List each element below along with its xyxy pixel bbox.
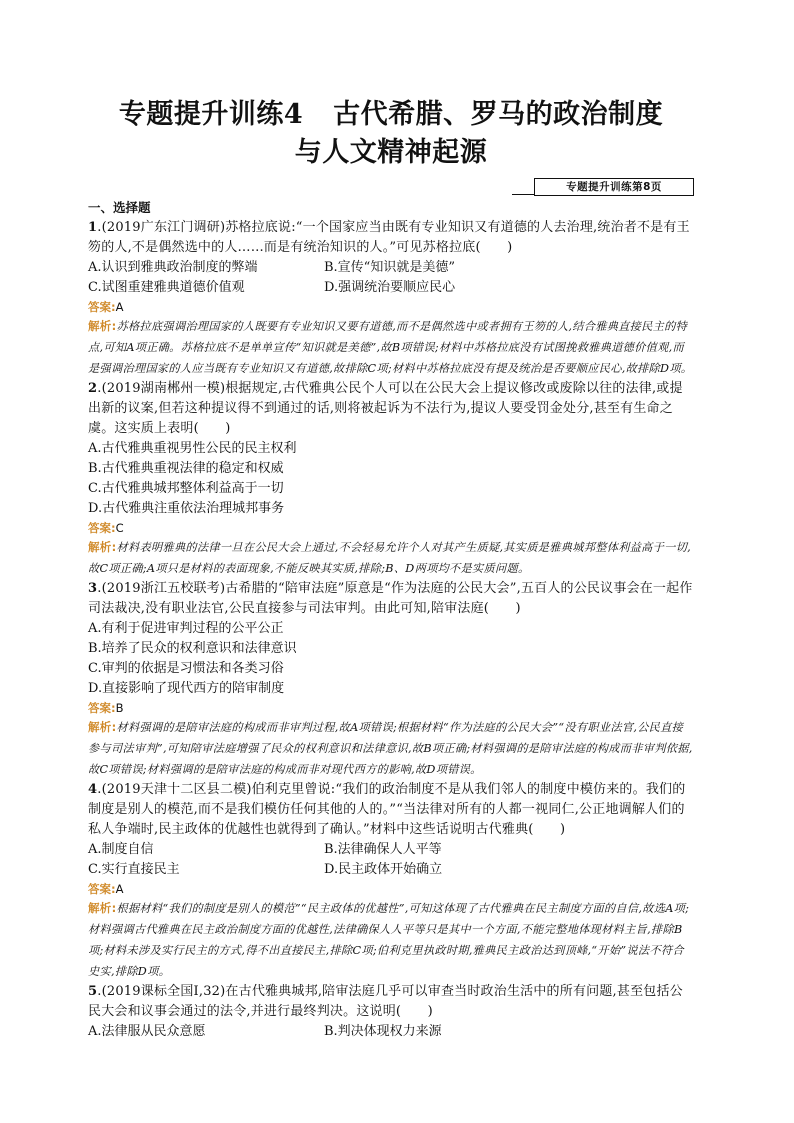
analysis: 解析:苏格拉底强调治理国家的人既要有专业知识又要有道德,而不是偶然选中或者拥有王笏的人,结合雅典直接民主的特点,可知A项正确。苏格拉底不是单单宣传“知识就是美德”,故B项错误;材料中苏格拉底没有试图挽救雅典道德价值观,而是强调治理国家的人应当既有专业知识又有道德,故排除C项;材料中苏格拉底没有提及统治是否要顺应民心,故排除D项。 [88, 319, 693, 375]
question-5 [88, 982, 694, 1042]
options [88, 1022, 694, 1042]
question-1 [88, 218, 694, 379]
options [88, 439, 694, 519]
title-line-2: 与人文精神起源 [294, 137, 488, 168]
option-a: A.有利于促进审判过程的公平公正 [88, 621, 284, 636]
option-d: D.古代雅典注重依法治理城邦事务 [88, 501, 285, 516]
analysis: 解析:材料强调的是陪审法庭的构成而非审判过程,故A项错误;根据材料“作为法庭的公民大会”“没有职业法官,公民直接参与司法审判”,可知陪审法庭增强了民众的权利意识和法律意识,故B项正确;材料强调的是陪审法庭的构成而非审判依据,故C项错误;材料强调的是陪审法庭的构成而非对现代西方的影响,故D项错误。 [88, 720, 693, 776]
question-stem: 3.(2019浙江五校联考)古希腊的“陪审法庭”原意是“作为法庭的公民大会”,五百人的公民议事会在一起作司法裁决,没有职业法官,公民直接参与司法审判。由此可知,陪审法庭( ) [88, 581, 693, 616]
page-title [88, 96, 694, 172]
answer: 答案:A [88, 882, 124, 896]
options [88, 840, 694, 880]
question-stem: 4.(2019天津十二区县二模)伯利克里曾说:“我们的政治制度不是从我们邻人的制度中模仿来的。我们的制度是别人的模范,而不是我们模仿任何其他的人的。”“当法律对所有的人都一视同仁,公正地调解人们的私人争端时,民主政体的优越性也就得到了确认。”材料中这些话说明古代雅典( ) [88, 782, 686, 837]
question-stem: 1.(2019广东江门调研)苏格拉底说:“一个国家应当由既有专业知识又有道德的人去治理,统治者不是有王笏的人,不是偶然选中的人……而是有统治知识的人。”可见苏格拉底( ) [88, 220, 690, 255]
options [88, 258, 694, 298]
option-a: A.法律服从民众意愿 [88, 1024, 206, 1039]
option-c: C.试图重建雅典道德价值观 [88, 280, 245, 295]
option-a: A.制度自信 [88, 842, 154, 857]
answer: 答案:C [88, 521, 124, 535]
tag-underline [512, 194, 534, 195]
option-d: D.直接影响了现代西方的陪审制度 [88, 681, 285, 696]
question-4 [88, 780, 694, 982]
title-part-2: 古代希腊、罗马的政治制度 [333, 99, 664, 130]
title-part-1: 专题提升训练4 [118, 99, 304, 130]
answer: 答案:B [88, 701, 124, 715]
page-tag-row [88, 176, 694, 198]
options [88, 619, 694, 699]
analysis: 解析:根据材料“我们的制度是别人的模范”“民主政体的优越性”,可知这体现了古代雅典在民主制度方面的自信,故选A项;材料强调古代雅典在民主政治制度方面的优越性,法律确保人人平等只是其中一个方面,不能完整地体现材料主旨,排除B项;材料未涉及实行民主的方式,得不出直接民主,排除C项;伯利克里执政时期,雅典民主政治达到顶峰,“开始”说法不符合史实,排除D项。 [88, 901, 690, 978]
option-a: A.古代雅典重视男性公民的民主权利 [88, 441, 297, 456]
answer: 答案:A [88, 300, 124, 314]
option-b: B.培养了民众的权利意识和法律意识 [88, 641, 297, 656]
question-stem: 5.(2019课标全国Ⅰ,32)在古代雅典城邦,陪审法庭几乎可以审查当时政治生活中的所有问题,甚至包括公民大会和议事会通过的法令,并进行最终判决。这说明( ) [88, 984, 683, 1019]
option-c: C.古代雅典城邦整体利益高于一切 [88, 481, 284, 496]
page-tag: 专题提升训练第8页 [534, 178, 694, 196]
option-b: B.法律确保人人平等 [324, 842, 442, 857]
option-c: C.审判的依据是习惯法和各类习俗 [88, 661, 284, 676]
analysis: 解析:材料表明雅典的法律一旦在公民大会上通过,不会轻易允许个人对其产生质疑,其实质是雅典城邦整体利益高于一切,故C项正确;A项只是材料的表面现象,不能反映其实质,排除;B、D两项均不是实质问题。 [88, 540, 691, 575]
section-heading: 一、选择题 [88, 200, 151, 215]
option-b: B.宣传“知识就是美德” [324, 260, 455, 275]
option-b: B.判决体现权力来源 [324, 1024, 442, 1039]
question-2 [88, 379, 694, 579]
option-b: B.古代雅典重视法律的稳定和权威 [88, 461, 284, 476]
document-page [88, 96, 694, 1042]
option-c: C.实行直接民主 [88, 862, 180, 877]
question-stem: 2.(2019湖南郴州一模)根据规定,古代雅典公民个人可以在公民大会上提议修改或废除以往的法律,或提出新的议案,但若这种提议得不到通过的话,则将被起诉为不法行为,提议人要受罚金处分,甚至有生命之虞。这实质上表明( ) [88, 381, 683, 436]
option-d: D.强调统治要顺应民心 [324, 280, 456, 295]
option-d: D.民主政体开始确立 [324, 862, 443, 877]
option-a: A.认识到雅典政治制度的弊端 [88, 260, 258, 275]
question-3 [88, 579, 694, 780]
